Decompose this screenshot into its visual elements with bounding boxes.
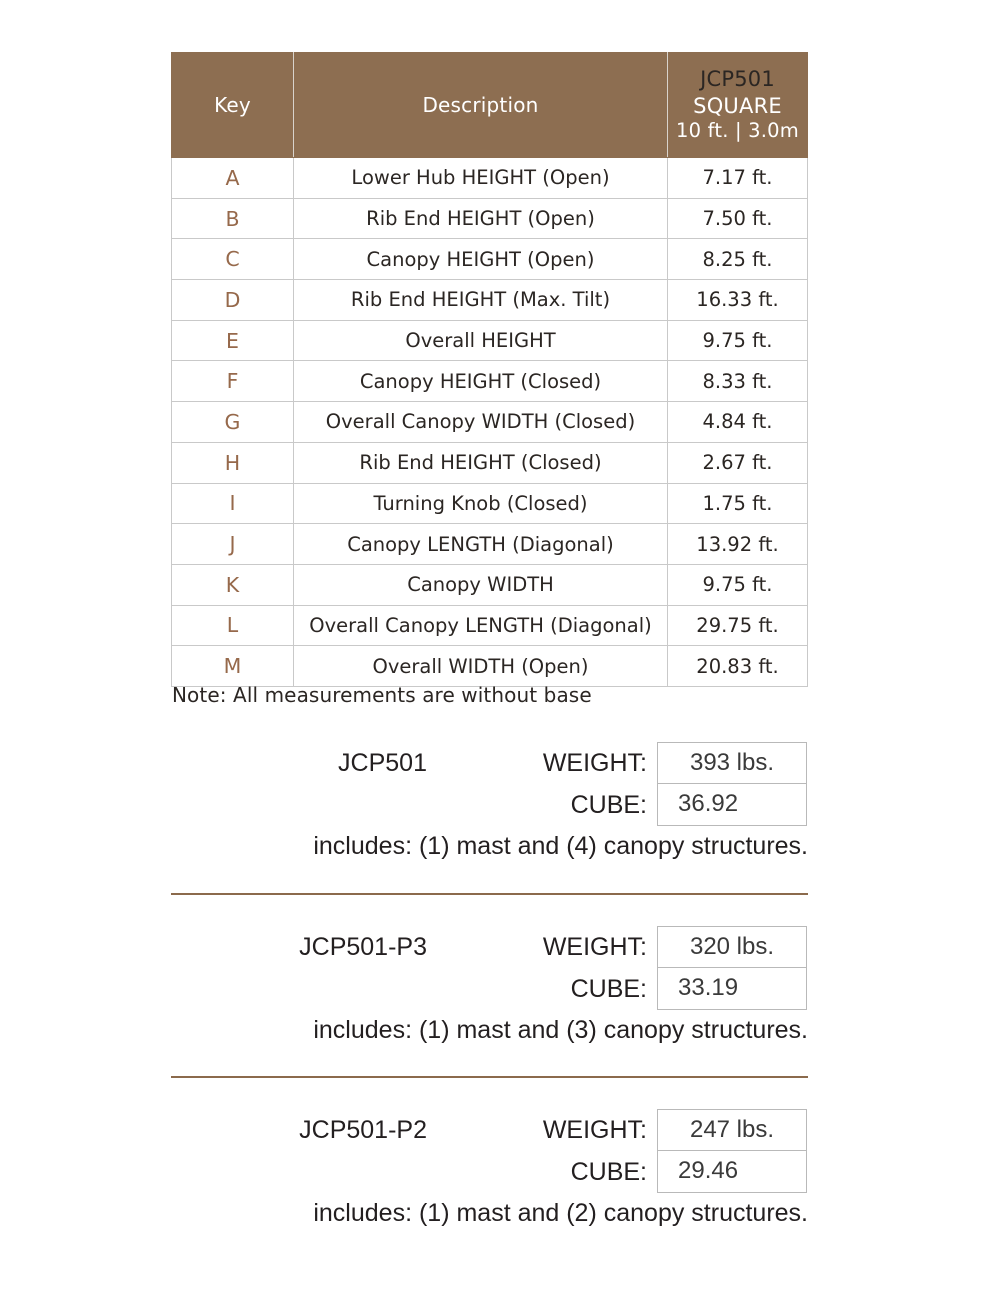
weight-value-box: 393 lbs. xyxy=(657,742,807,784)
section-divider-1 xyxy=(171,893,808,895)
weight-value-box: 320 lbs. xyxy=(657,926,807,968)
column-header-model-shape: SQUARE xyxy=(693,93,782,118)
row-value-cell: 7.50 ft. xyxy=(668,198,808,239)
includes-text: includes: (1) mast and (4) canopy structures. xyxy=(313,832,808,860)
block-model-name: JCP501 xyxy=(338,749,427,777)
row-value-cell: 20.83 ft. xyxy=(668,646,808,687)
row-description-cell: Canopy HEIGHT (Open) xyxy=(294,239,668,280)
block-model-name: JCP501-P2 xyxy=(299,1116,427,1144)
row-value-cell: 8.25 ft. xyxy=(668,239,808,280)
table-header xyxy=(172,53,808,158)
row-description-cell: Rib End HEIGHT (Open) xyxy=(294,198,668,239)
row-key-cell: F xyxy=(172,361,294,402)
row-value-cell: 4.84 ft. xyxy=(668,402,808,443)
cube-value-box: 29.46 xyxy=(657,1151,807,1193)
column-header-model-number: JCP501 xyxy=(700,66,775,91)
row-key-cell: K xyxy=(172,564,294,605)
table-row xyxy=(172,442,808,483)
table-header-row xyxy=(172,53,808,158)
row-description-cell: Canopy WIDTH xyxy=(294,564,668,605)
row-key-cell: H xyxy=(172,442,294,483)
table-row xyxy=(172,361,808,402)
row-value-cell: 2.67 ft. xyxy=(668,442,808,483)
row-description-cell: Overall Canopy WIDTH (Closed) xyxy=(294,402,668,443)
column-header-model-size: 10 ft. | 3.0m xyxy=(676,119,799,143)
includes-text: includes: (1) mast and (3) canopy structures. xyxy=(313,1016,808,1044)
row-key-cell: B xyxy=(172,198,294,239)
table-row xyxy=(172,198,808,239)
cube-row xyxy=(0,1151,1000,1193)
cube-label: CUBE: xyxy=(570,975,647,1003)
row-description-cell: Turning Knob (Closed) xyxy=(294,483,668,524)
row-key-cell: C xyxy=(172,239,294,280)
cube-row xyxy=(0,968,1000,1010)
row-key-cell: I xyxy=(172,483,294,524)
row-value-cell: 16.33 ft. xyxy=(668,280,808,321)
table-body xyxy=(172,158,808,687)
weight-cube-block-jcp501 xyxy=(0,742,1000,860)
table-row xyxy=(172,320,808,361)
row-key-cell: J xyxy=(172,524,294,565)
row-value-cell: 1.75 ft. xyxy=(668,483,808,524)
weight-cube-block-jcp501-p3 xyxy=(0,926,1000,1044)
row-description-cell: Canopy HEIGHT (Closed) xyxy=(294,361,668,402)
cube-label: CUBE: xyxy=(570,1158,647,1186)
row-key-cell: G xyxy=(172,402,294,443)
row-key-cell: A xyxy=(172,158,294,199)
cube-row xyxy=(0,784,1000,826)
table-row xyxy=(172,605,808,646)
row-description-cell: Overall Canopy LENGTH (Diagonal) xyxy=(294,605,668,646)
row-description-cell: Rib End HEIGHT (Max. Tilt) xyxy=(294,280,668,321)
row-value-cell: 9.75 ft. xyxy=(668,320,808,361)
table-row xyxy=(172,239,808,280)
weight-label: WEIGHT: xyxy=(542,933,647,961)
cube-label: CUBE: xyxy=(570,791,647,819)
table-row xyxy=(172,402,808,443)
block-model-name: JCP501-P3 xyxy=(299,933,427,961)
row-key-cell: E xyxy=(172,320,294,361)
cube-value-box: 36.92 xyxy=(657,784,807,826)
measurements-note: Note: All measurements are without base xyxy=(172,683,592,707)
weight-row xyxy=(0,742,1000,784)
row-description-cell: Canopy LENGTH (Diagonal) xyxy=(294,524,668,565)
dimensions-spec-table xyxy=(171,52,808,687)
spec-table-container xyxy=(171,52,807,687)
weight-row xyxy=(0,1109,1000,1151)
weight-label: WEIGHT: xyxy=(542,1116,647,1144)
row-value-cell: 8.33 ft. xyxy=(668,361,808,402)
row-value-cell: 29.75 ft. xyxy=(668,605,808,646)
row-key-cell: M xyxy=(172,646,294,687)
column-header-description-label: Description xyxy=(422,93,539,117)
table-row xyxy=(172,280,808,321)
row-value-cell: 13.92 ft. xyxy=(668,524,808,565)
weight-value-box: 247 lbs. xyxy=(657,1109,807,1151)
includes-text: includes: (1) mast and (2) canopy structures. xyxy=(313,1199,808,1227)
row-value-cell: 7.17 ft. xyxy=(668,158,808,199)
row-description-cell: Lower Hub HEIGHT (Open) xyxy=(294,158,668,199)
column-header-description xyxy=(294,53,668,158)
row-key-cell: L xyxy=(172,605,294,646)
table-row xyxy=(172,564,808,605)
row-description-cell: Rib End HEIGHT (Closed) xyxy=(294,442,668,483)
row-description-cell: Overall HEIGHT xyxy=(294,320,668,361)
column-header-model xyxy=(668,53,808,158)
cube-value-box: 33.19 xyxy=(657,968,807,1010)
row-description-cell: Overall WIDTH (Open) xyxy=(294,646,668,687)
column-header-key xyxy=(172,53,294,158)
table-row xyxy=(172,158,808,199)
table-row xyxy=(172,483,808,524)
table-row xyxy=(172,524,808,565)
column-header-key-label: Key xyxy=(214,93,251,117)
weight-row xyxy=(0,926,1000,968)
weight-label: WEIGHT: xyxy=(542,749,647,777)
table-row xyxy=(172,646,808,687)
row-value-cell: 9.75 ft. xyxy=(668,564,808,605)
section-divider-2 xyxy=(171,1076,808,1078)
row-key-cell: D xyxy=(172,280,294,321)
weight-cube-block-jcp501-p2 xyxy=(0,1109,1000,1227)
